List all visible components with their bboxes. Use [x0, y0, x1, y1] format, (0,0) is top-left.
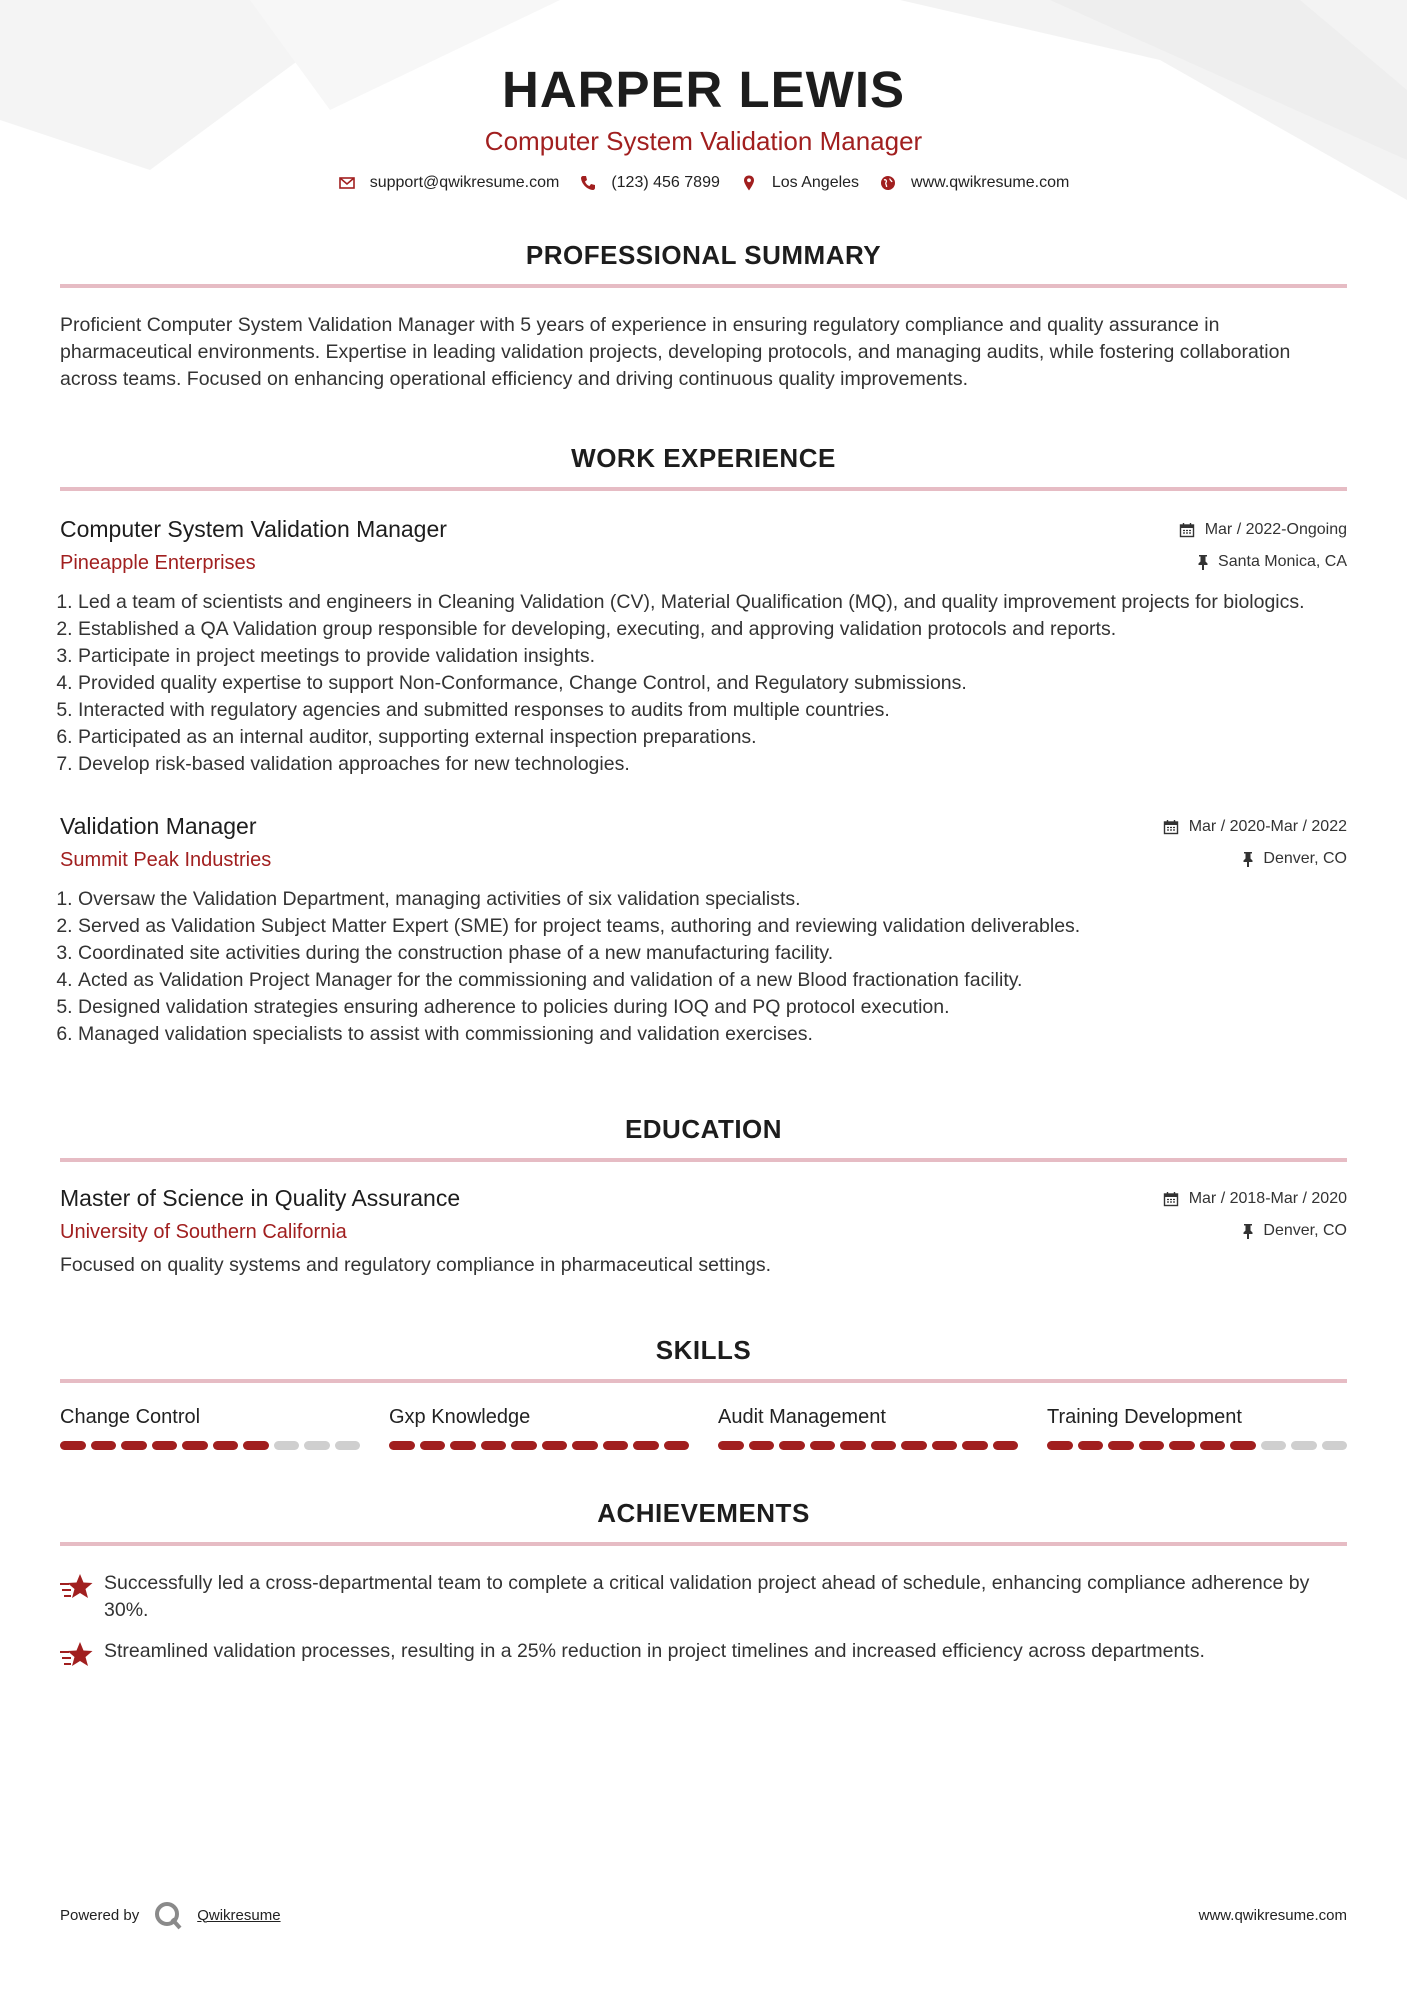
list-item: 6. Participated as an internal auditor, supporting external inspection preparations. — [78, 724, 1347, 751]
job-company: Summit Peak Industries — [60, 849, 272, 871]
summary-section — [60, 240, 1347, 393]
skill-level-segment — [335, 1441, 361, 1450]
skill-level-segment — [572, 1441, 598, 1450]
education-heading: EDUCATION — [624, 1114, 783, 1144]
job-date-text: Mar / 2022-Ongoing — [1204, 521, 1347, 538]
skill-level-bar — [389, 1441, 689, 1450]
skill-level-segment — [91, 1441, 117, 1450]
job-location — [1196, 553, 1347, 571]
skill-level-segment — [901, 1441, 927, 1450]
skill-level-bar — [60, 1441, 360, 1450]
skill-level-bar — [718, 1441, 1018, 1450]
skill-level-bar — [1047, 1441, 1347, 1450]
achievement-text: Streamlined validation processes, resulting in a 25% reduction in project timelines and increased efficiency across departments. — [104, 1640, 1205, 1662]
skill-level-segment — [60, 1441, 86, 1450]
skill-level-segment — [810, 1441, 836, 1450]
job-title: Validation Manager — [60, 813, 257, 839]
job-company: Pineapple Enterprises — [60, 552, 256, 574]
job-title: Computer System Validation Manager — [60, 516, 447, 542]
location-text: Los Angeles — [771, 174, 860, 191]
skill-level-segment — [1108, 1441, 1134, 1450]
skill-level-segment — [633, 1441, 659, 1450]
phone-icon — [579, 174, 597, 192]
skill-level-segment — [511, 1441, 537, 1450]
contact-bar — [60, 174, 1347, 192]
phone-text: (123) 456 7899 — [611, 174, 720, 191]
footer-website[interactable]: www.qwikresume.com — [1198, 1906, 1347, 1924]
star-achievement-icon — [60, 1572, 94, 1602]
list-item: 7. Develop risk-based validation approaches for new technologies. — [78, 751, 1347, 778]
list-item: 1. Oversaw the Validation Department, managing activities of six validation specialists. — [78, 886, 1347, 913]
skill-level-segment — [389, 1441, 415, 1450]
skill-item — [60, 1405, 360, 1450]
skills-list — [60, 1405, 1347, 1450]
skill-level-segment — [779, 1441, 805, 1450]
skills-heading: SKILLS — [655, 1335, 752, 1365]
list-item: 2. Established a QA Validation group responsible for developing, executing, and approving validation protocols and reports. — [78, 616, 1347, 643]
list-item: 4. Acted as Validation Project Manager for the commissioning and validation of a new Blood fractionation facility. — [78, 967, 1347, 994]
education-description: Focused on quality systems and regulatory compliance in pharmaceutical settings. — [60, 1254, 772, 1276]
job-location-text: Denver, CO — [1263, 850, 1347, 867]
skill-level-segment — [1261, 1441, 1287, 1450]
skill-name: Gxp Knowledge — [389, 1406, 531, 1428]
skill-level-segment — [213, 1441, 239, 1450]
skill-level-segment — [1047, 1441, 1073, 1450]
job-entry — [60, 515, 1347, 778]
pin-icon — [1196, 554, 1210, 570]
pin-icon — [1241, 851, 1255, 867]
powered-by-label: Powered by — [60, 1906, 140, 1924]
list-item: 5. Designed validation strategies ensuring adherence to policies during IOQ and PQ protocol execution. — [78, 994, 1347, 1021]
achievements-section — [60, 1498, 1347, 1670]
skill-level-segment — [481, 1441, 507, 1450]
candidate-name: HARPER LEWIS — [501, 61, 906, 118]
powered-by — [60, 1900, 281, 1930]
skill-level-segment — [749, 1441, 775, 1450]
website-text: www.qwikresume.com — [911, 174, 1070, 191]
achievement-text: Successfully led a cross-departmental team to complete a critical validation project ahead of schedule, enhancing compliance adherence by 30%. — [104, 1572, 1310, 1621]
list-item: 2. Served as Validation Subject Matter Expert (SME) for project teams, authoring and reviewing validation deliverables. — [78, 913, 1347, 940]
list-item: 6. Managed validation specialists to assist with commissioning and validation exercises. — [78, 1021, 1347, 1048]
page-footer — [60, 1900, 1347, 1930]
skill-name: Change Control — [60, 1406, 201, 1428]
skill-level-segment — [1078, 1441, 1104, 1450]
candidate-title: Computer System Validation Manager — [484, 126, 923, 156]
skill-item — [718, 1405, 1018, 1450]
skill-level-segment — [274, 1441, 300, 1450]
skill-level-segment — [932, 1441, 958, 1450]
education-location — [1241, 1222, 1347, 1240]
skill-level-segment — [152, 1441, 178, 1450]
email-text: support@qwikresume.com — [369, 174, 560, 191]
experience-section — [60, 443, 1347, 1048]
calendar-icon — [1163, 1191, 1179, 1207]
list-item: 3. Participate in project meetings to provide validation insights. — [78, 643, 1347, 670]
skill-level-segment — [542, 1441, 568, 1450]
resume-header — [60, 0, 1347, 192]
calendar-icon — [1163, 819, 1179, 835]
job-date — [1163, 818, 1347, 836]
skill-level-segment — [243, 1441, 269, 1450]
degree-title: Master of Science in Quality Assurance — [60, 1185, 461, 1211]
skill-name: Training Development — [1047, 1406, 1242, 1428]
list-item: 5. Interacted with regulatory agencies and submitted responses to audits from multiple countries. — [78, 697, 1347, 724]
qwikresume-link[interactable]: Qwikresume — [197, 1906, 281, 1924]
job-date-text: Mar / 2020-Mar / 2022 — [1188, 818, 1347, 835]
education-section — [60, 1114, 1347, 1279]
list-item: 1. Led a team of scientists and engineers in Cleaning Validation (CV), Material Qualification (MQ), and quality improvement projects for biologics. — [78, 589, 1347, 616]
calendar-icon — [1179, 522, 1195, 538]
skill-level-segment — [121, 1441, 147, 1450]
section-divider — [60, 284, 1347, 288]
experience-heading: WORK EXPERIENCE — [571, 443, 836, 473]
skill-item — [1047, 1405, 1347, 1450]
job-bullets — [60, 589, 1347, 778]
envelope-icon — [338, 174, 356, 192]
achievement-item — [60, 1570, 1347, 1624]
contact-website[interactable] — [879, 174, 1069, 192]
achievements-heading: ACHIEVEMENTS — [597, 1498, 810, 1528]
section-divider — [60, 1542, 1347, 1546]
job-entry — [60, 812, 1347, 1048]
skill-level-segment — [304, 1441, 330, 1450]
skill-level-segment — [1322, 1441, 1348, 1450]
skill-level-segment — [1200, 1441, 1226, 1450]
skill-level-segment — [871, 1441, 897, 1450]
job-date — [1179, 521, 1347, 539]
skill-name: Audit Management — [718, 1406, 886, 1428]
skill-level-segment — [1291, 1441, 1317, 1450]
list-item: 4. Provided quality expertise to support Non-Conformance, Change Control, and Regulatory submissions. — [78, 670, 1347, 697]
contact-email[interactable] — [338, 174, 560, 192]
skill-level-segment — [993, 1441, 1019, 1450]
skill-level-segment — [1139, 1441, 1165, 1450]
achievement-item — [60, 1638, 1347, 1670]
job-location-text: Santa Monica, CA — [1218, 553, 1347, 570]
skill-level-segment — [718, 1441, 744, 1450]
education-entry — [60, 1184, 1347, 1279]
star-achievement-icon — [60, 1640, 94, 1670]
section-divider — [60, 1379, 1347, 1383]
list-item: 3. Coordinated site activities during the construction phase of a new manufacturing facility. — [78, 940, 1347, 967]
skill-level-segment — [962, 1441, 988, 1450]
education-date — [1163, 1190, 1347, 1208]
skill-level-segment — [182, 1441, 208, 1450]
job-location — [1241, 850, 1347, 868]
skill-item — [389, 1405, 689, 1450]
section-divider — [60, 1158, 1347, 1162]
skill-level-segment — [450, 1441, 476, 1450]
skill-level-segment — [603, 1441, 629, 1450]
job-bullets — [60, 886, 1347, 1048]
skill-level-segment — [1230, 1441, 1256, 1450]
skill-level-segment — [1169, 1441, 1195, 1450]
summary-text: Proficient Computer System Validation Manager with 5 years of experience in ensuring regulatory compliance and quality assurance in pharmaceutical environments. Expertise in leading validation projects, developing protocols, and managing audits, while fostering collaboration across teams. Focused on enhancing operational efficiency and driving continuous quality improvements. — [60, 314, 1291, 390]
summary-heading: PROFESSIONAL SUMMARY — [525, 240, 882, 270]
school-name: University of Southern California — [60, 1221, 347, 1243]
skills-section — [60, 1335, 1347, 1450]
globe-icon — [879, 174, 897, 192]
contact-phone[interactable] — [579, 174, 720, 192]
skill-level-segment — [664, 1441, 690, 1450]
skill-level-segment — [840, 1441, 866, 1450]
education-location-text: Denver, CO — [1263, 1222, 1347, 1239]
pin-icon — [1241, 1223, 1255, 1239]
map-marker-icon — [740, 174, 758, 192]
qwikresume-logo-icon — [153, 1900, 183, 1930]
section-divider — [60, 487, 1347, 491]
skill-level-segment — [420, 1441, 446, 1450]
education-date-text: Mar / 2018-Mar / 2020 — [1188, 1190, 1347, 1207]
contact-location — [740, 174, 859, 192]
